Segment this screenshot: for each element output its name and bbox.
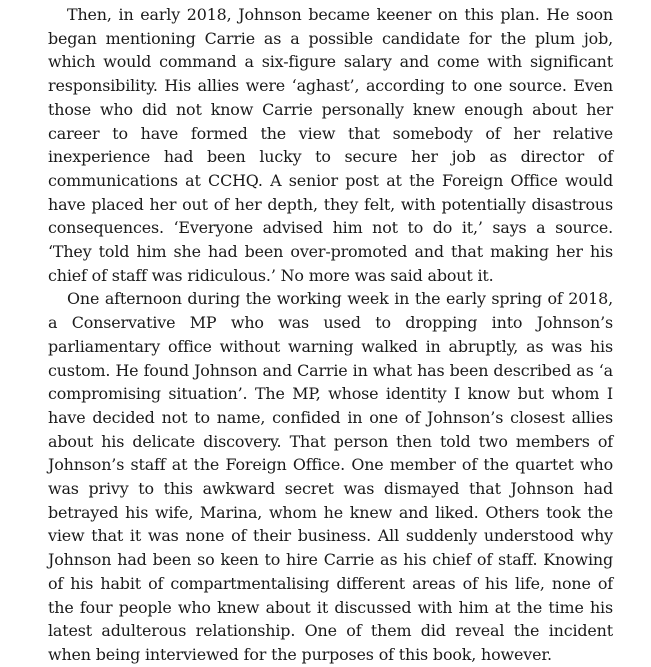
book-page-text (48, 3, 613, 667)
paragraph: Then, in early 2018, Johnson became keener on this plan. He soon began mentioning Carrie as a possible candidate for the plum job, which would command a six-figure salary and come with significant responsibility. His allies were ‘aghast’, according to one source. Even those who did not know Carrie personally knew enough about her career to have formed the view that somebody of her relative inexperience had been lucky to secure her job as director of communications at CCHQ. A senior post at the Foreign Office would have placed her out of her depth, they felt, with potentially disastrous consequences. ‘Everyone advised him not to do it,’ says a source. ‘They told him she had been over-promoted and that making her his chief of staff was ridiculous.’ No more was said about it. (48, 5, 613, 285)
paragraph: One afternoon during the working week in the early spring of 2018, a Conservative MP who was used to dropping into Johnson’s parliamentary office without warning walked in abruptly, as was his custom. He found Johnson and Carrie in what has been described as ‘a compromising situation’. The MP, whose identity I know but whom I have decided not to name, confided in one of Johnson’s closest allies about his delicate discovery. That person then told two members of Johnson’s staff at the Foreign Office. One member of the quartet who was privy to this awkward secret was dismayed that Johnson had betrayed his wife, Marina, whom he knew and liked. Others took the view that it was none of their business. All suddenly understood why Johnson had been so keen to hire Carrie as his chief of staff. Knowing of his habit of compartmentalising different areas of his life, none of the four people who knew about it discussed with him at the time his latest adulterous relationship. One of them did reveal the incident when being interviewed for the purposes of this book, however. (48, 289, 613, 664)
